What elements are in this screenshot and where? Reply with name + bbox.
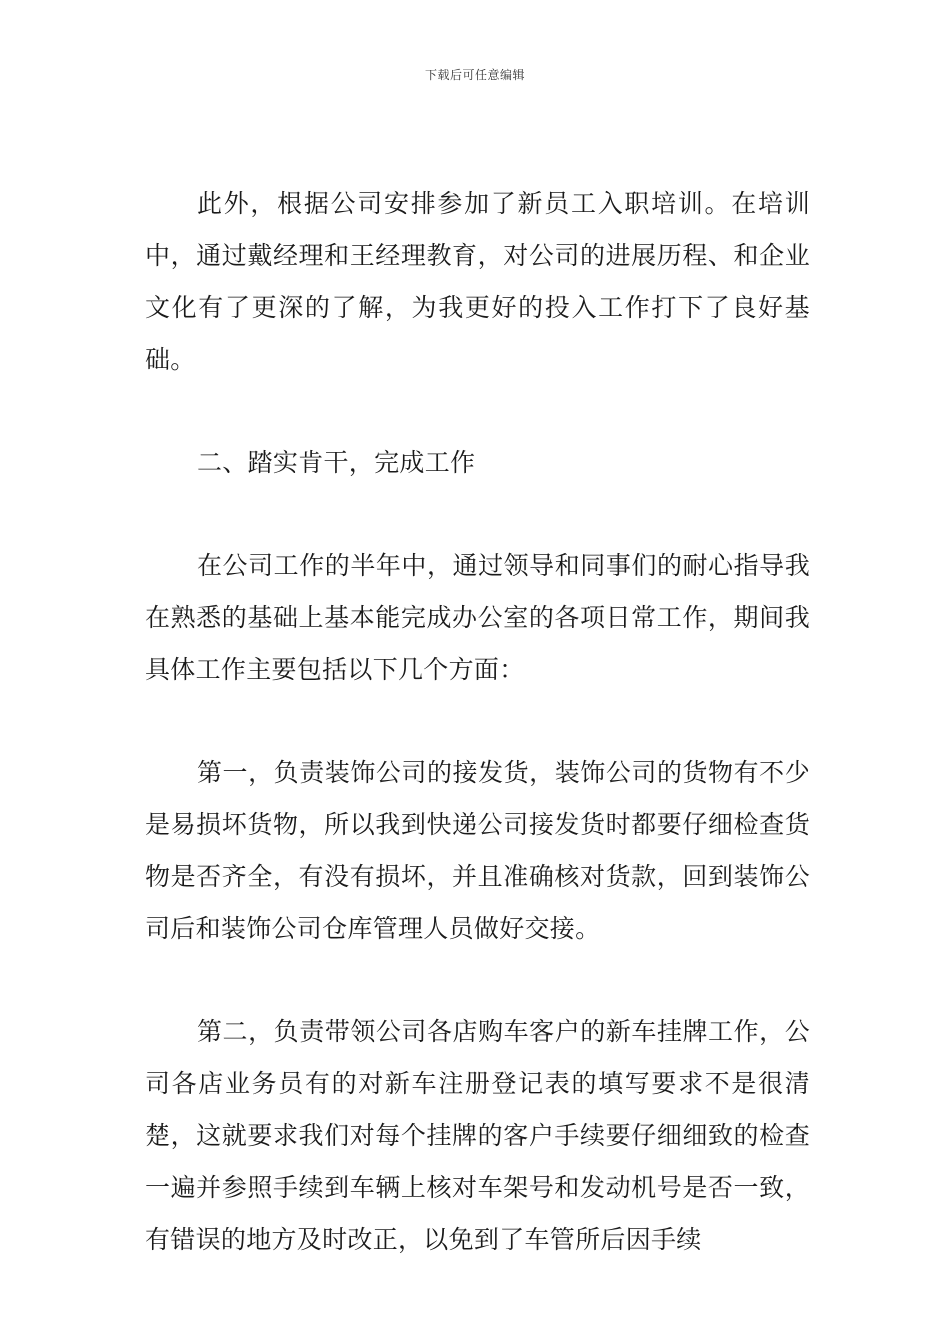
document-body — [145, 178, 810, 1317]
paragraph-second-item: 第二，负责带领公司各店购车客户的新车挂牌工作，公司各店业务员有的对新车注册登记表的填写要求不是很清楚，这就要求我们对每个挂牌的客户手续要仔细细致的检查一遍并参照手续到车辆上核对车架号和发动机号是否一致，有错误的地方及时改正，以免到了车管所后因手续 — [145, 1017, 810, 1254]
page-header: 下载后可任意编辑 — [424, 68, 525, 82]
paragraph-first-item: 第一，负责装饰公司的接发货，装饰公司的货物有不少是易损坏货物，所以我到快递公司接发货时都要仔细检查货物是否齐全，有没有损坏，并且准确核对货款，回到装饰公司后和装饰公司仓库管理人员做好交接。 — [145, 758, 810, 943]
paragraph-training: 此外，根据公司安排参加了新员工入职培训。在培训中，通过戴经理和王经理教育，对公司的进展历程、和企业文化有了更深的了解，为我更好的投入工作打下了良好基础。 — [145, 189, 810, 374]
paragraph-half-year: 在公司工作的半年中，通过领导和同事们的耐心指导我在熟悉的基础上基本能完成办公室的各项日常工作，期间我具体工作主要包括以下几个方面： — [145, 551, 810, 684]
section-heading: 二、踏实肯干，完成工作 — [197, 448, 476, 477]
